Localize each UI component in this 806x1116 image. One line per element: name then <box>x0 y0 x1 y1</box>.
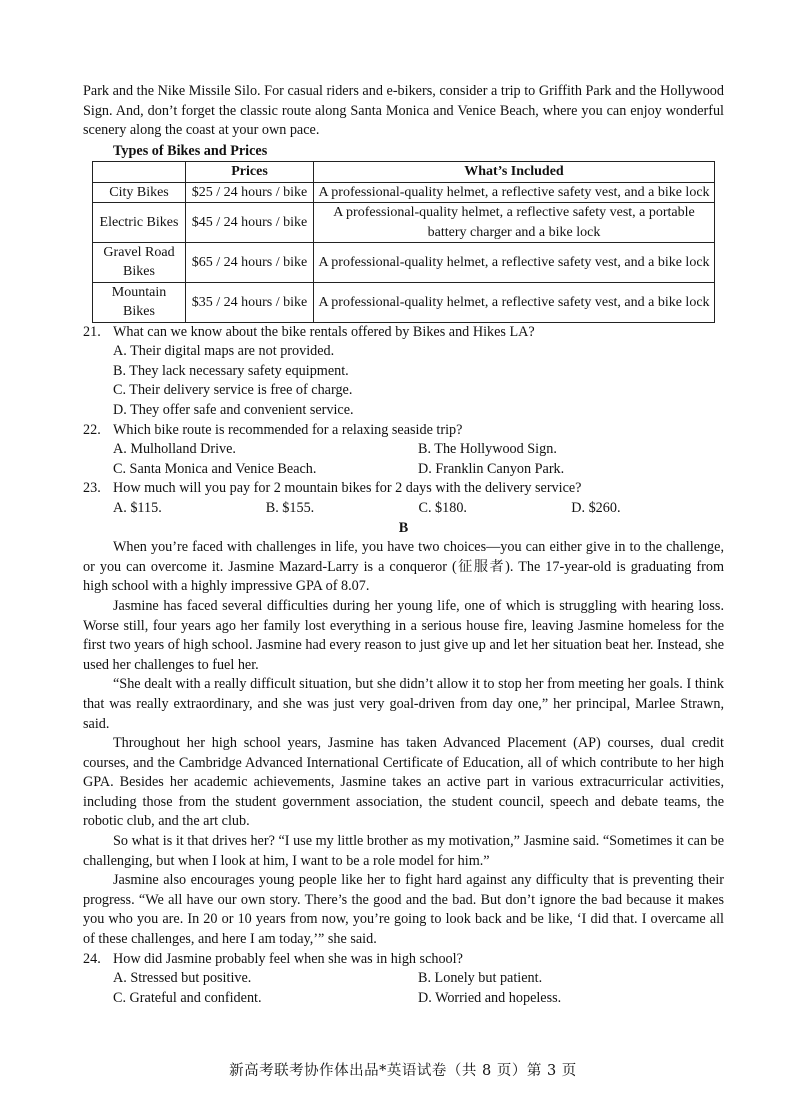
table-title: Types of Bikes and Prices <box>113 142 268 159</box>
table-row <box>93 182 715 202</box>
question-number: 21. <box>83 323 101 340</box>
table-row <box>93 282 715 322</box>
option-c: C. Their delivery service is free of charge. <box>113 382 353 399</box>
option-b: B. Lonely but patient. <box>418 970 543 987</box>
option-a: A. $115. <box>113 499 162 516</box>
passage-paragraph: “She dealt with a really difficult situation, but she didn’t allow it to stop her from meeting her goals. I think that was really extraordinary, and she was just very goal-driven from day one,” her principal, Marlee Strawn, said. <box>83 676 724 732</box>
included-cell: A professional-quality helmet, a reflective safety vest, a portable battery charger and a bike lock <box>314 203 715 243</box>
question-number: 22. <box>83 421 101 438</box>
option-a: A. Stressed but positive. <box>113 970 252 987</box>
option-b: B. They lack necessary safety equipment. <box>113 362 349 379</box>
question-22 <box>83 421 724 480</box>
passage-paragraph: So what is it that drives her? “I use my little brother as my motivation,” Jasmine said. “Sometimes it can be challenging, but when I look at him, I want to be a role model for him.” <box>83 833 724 869</box>
table-header-row <box>93 162 715 182</box>
bike-type-cell: Gravel Road Bikes <box>93 243 186 283</box>
bike-type-cell: Electric Bikes <box>93 203 186 243</box>
table-header-included: What’s Included <box>314 162 715 182</box>
passage-paragraph: Throughout her high school years, Jasmine has taken Advanced Placement (AP) courses, dual credit courses, and the Cambridge Advanced International Certificate of Education, all of which contribute to her high GPA. Besides her academic achievements, Jasmine takes an active part in various extracurricular activities, including those from the student government association, the student council, speech and debate teams, the robotic club, and the art club. <box>83 735 724 830</box>
option-c: C. Grateful and confident. <box>113 989 262 1006</box>
table-header-prices: Prices <box>186 162 314 182</box>
section-label: B <box>398 519 409 536</box>
passage-paragraph: When you’re faced with challenges in life, you have two choices—you can either give in to the challenge, or you can overcome it. Jasmine Mazard-Larry is a conqueror (征服者). The 17-year-old is graduating from high school with a highly impressive GPA of 8.07. <box>83 539 724 595</box>
table-row <box>93 243 715 283</box>
question-text: Which bike route is recommended for a relaxing seaside trip? <box>113 421 463 438</box>
intro-paragraph: Park and the Nike Missile Silo. For casual riders and e-bikers, consider a trip to Griffith Park and the Hollywood Sign. And, don’t forget the classic route along Santa Monica and Venice Beach, where you can enjoy wonderful scenery along the coast at your own pace. <box>83 83 724 139</box>
included-cell: A professional-quality helmet, a reflective safety vest, and a bike lock <box>314 243 715 283</box>
price-cell: $45 / 24 hours / bike <box>186 203 314 243</box>
table-row <box>93 203 715 243</box>
price-cell: $35 / 24 hours / bike <box>186 282 314 322</box>
option-d: D. They offer safe and convenient service. <box>113 402 354 418</box>
option-d: D. Franklin Canyon Park. <box>418 460 565 477</box>
bike-type-cell: City Bikes <box>93 182 186 202</box>
passage-paragraph: Jasmine has faced several difficulties during her young life, one of which is struggling with hearing loss. Worse still, four years ago her family lost everything in a serious house fire, leaving Jasmine homeless for the first two years of high school. Jasmine had every reason to just give up and let her situation beat her. Instead, she used her challenges to fuel her. <box>83 597 724 673</box>
included-cell: A professional-quality helmet, a reflective safety vest, and a bike lock <box>314 282 715 322</box>
page-footer: 新高考联考协作体出品*英语试卷（共 8 页）第 3 页 <box>229 1063 577 1079</box>
bike-type-cell: Mountain Bikes <box>93 282 186 322</box>
exam-page <box>83 82 724 1008</box>
question-24 <box>83 950 724 1009</box>
included-cell: A professional-quality helmet, a reflective safety vest, and a bike lock <box>314 182 715 202</box>
price-cell: $25 / 24 hours / bike <box>186 182 314 202</box>
price-cell: $65 / 24 hours / bike <box>186 243 314 283</box>
option-a: A. Mulholland Drive. <box>113 441 236 458</box>
question-text: How much will you pay for 2 mountain bikes for 2 days with the delivery service? <box>113 480 582 497</box>
question-23 <box>83 479 724 518</box>
question-number: 24. <box>83 950 101 967</box>
option-b: B. The Hollywood Sign. <box>418 441 557 458</box>
question-text: How did Jasmine probably feel when she was in high school? <box>113 950 463 967</box>
option-c: C. $180. <box>418 499 467 516</box>
option-d: D. $260. <box>571 499 621 516</box>
option-d: D. Worried and hopeless. <box>418 989 562 1006</box>
option-c: C. Santa Monica and Venice Beach. <box>113 460 317 477</box>
table-header-type <box>93 162 186 182</box>
question-text: What can we know about the bike rentals offered by Bikes and Hikes LA? <box>113 323 535 340</box>
question-number: 23. <box>83 480 101 497</box>
question-21 <box>83 323 724 421</box>
passage-paragraph: Jasmine also encourages young people like her to fight hard against any difficulty that is preventing their progress. “We all have our own story. There’s the good and the bad. But don’t ignore the bad because it makes you who you are. In 20 or 10 years from now, you’re going to look back and be like, ‘I did that. I overcame all of these challenges, and here I am today,’” she said. <box>83 872 724 948</box>
bike-price-table <box>92 161 715 322</box>
option-a: A. Their digital maps are not provided. <box>113 343 335 360</box>
option-b: B. $155. <box>265 499 315 516</box>
